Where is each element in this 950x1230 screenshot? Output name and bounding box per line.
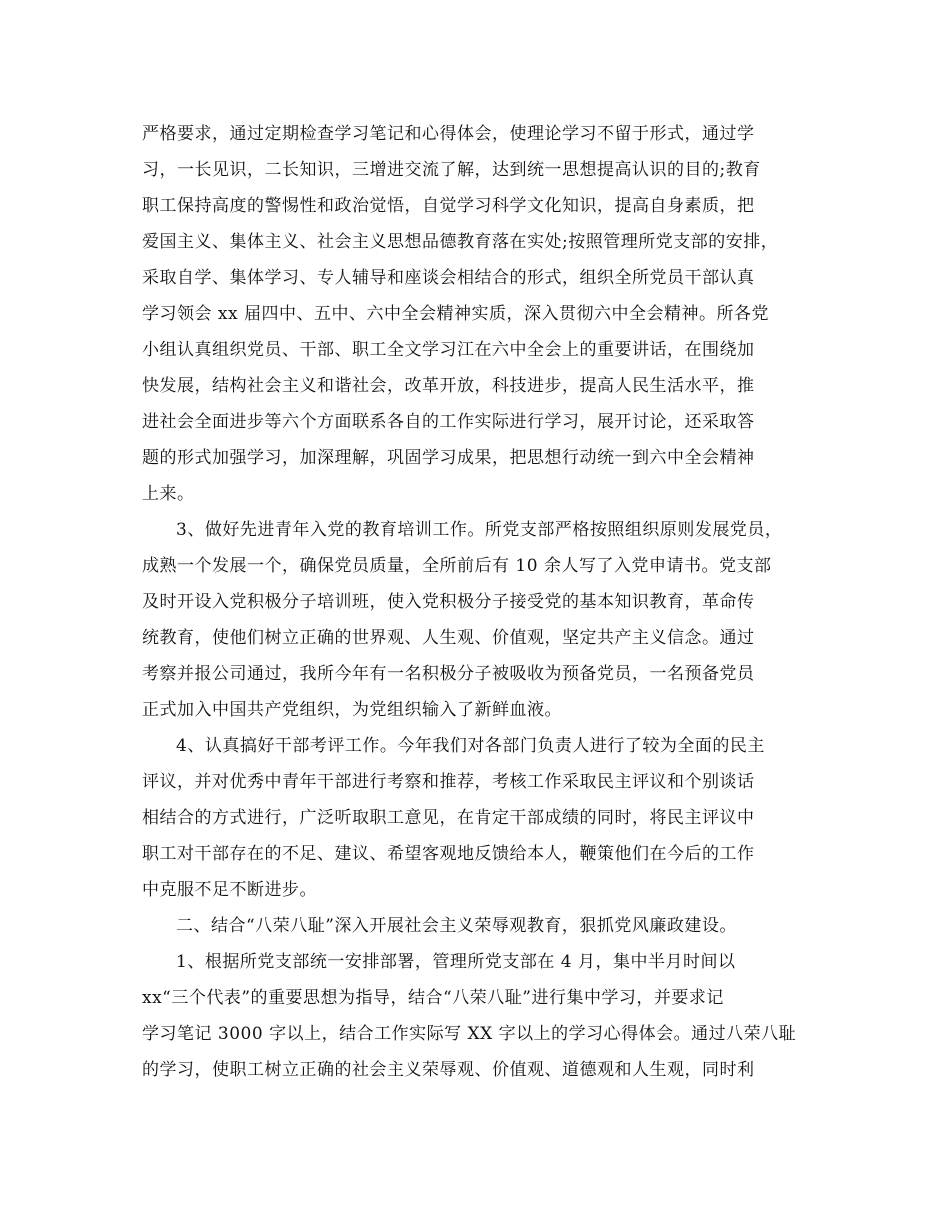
text-line: 职工保持高度的警惕性和政治觉悟，自觉学习科学文化知识，提高自身素质，把 <box>142 196 755 216</box>
text-line: 考察并报公司通过，我所今年有一名积极分子被吸收为预备党员，一名预备党员 <box>142 664 755 684</box>
text-line: 成熟一个发展一个，确保党员质量，全所前后有 10 余人写了入党申请书。党支部 <box>142 556 772 576</box>
text-line: 学习笔记 3000 字以上，结合工作实际写 XX 字以上的学习心得体会。通过八荣八耻 <box>142 1024 797 1044</box>
text-line: 爱国主义、集体主义、社会主义思想品德教育落在实处;按照管理所党支部的安排， <box>142 232 779 252</box>
text-line: 及时开设入党积极分子培训班，使入党积极分子接受党的基本知识教育，革命传 <box>142 592 755 612</box>
text-line: xx“三个代表”的重要思想为指导，结合“八荣八耻”进行集中学习，并要求记 <box>142 988 724 1008</box>
section-heading-line: 二、结合“八荣八耻”深入开展社会主义荣辱观教育，狠抓党风廉政建设。 <box>176 916 737 936</box>
text-line: 正式加入中国共产党组织，为党组织输入了新鲜血液。 <box>142 700 562 720</box>
text-line: 学习领会 xx 届四中、五中、六中全会精神实质，深入贯彻六中全会精神。所各党 <box>142 304 769 324</box>
text-line: 题的形式加强学习，加深理解，巩固学习成果，把思想行动统一到六中全会精神 <box>142 448 755 468</box>
text-line: 统教育，使他们树立正确的世界观、人生观、价值观，坚定共产主义信念。通过 <box>142 628 755 648</box>
paragraph-start-line: 3、做好先进青年入党的教育培训工作。所党支部严格按照组织原则发展党员， <box>176 520 783 540</box>
text-line: 上来。 <box>142 484 195 504</box>
text-line: 相结合的方式进行，广泛听取职工意见，在肯定干部成绩的同时，将民主评议中 <box>142 808 755 828</box>
text-line: 中克服不足不断进步。 <box>142 880 317 900</box>
text-line: 采取自学、集体学习、专人辅导和座谈会相结合的形式，组织全所党员干部认真 <box>142 268 755 288</box>
text-line: 的学习，使职工树立正确的社会主义荣辱观、价值观、道德观和人生观，同时利 <box>142 1060 755 1080</box>
text-line: 严格要求，通过定期检查学习笔记和心得体会，使理论学习不留于形式，通过学 <box>142 124 755 144</box>
text-line: 评议，并对优秀中青年干部进行考察和推荐，考核工作采取民主评议和个别谈话 <box>142 772 755 792</box>
text-line: 习，一长见识，二长知识，三增进交流了解，达到统一思想提高认识的目的;教育 <box>142 160 761 180</box>
text-line: 进社会全面进步等六个方面联系各自的工作实际进行学习，展开讨论，还采取答 <box>142 412 755 432</box>
paragraph-start-line: 4、认真搞好干部考评工作。今年我们对各部门负责人进行了较为全面的民主 <box>176 736 765 756</box>
text-line: 职工对干部存在的不足、建议、希望客观地反馈给本人，鞭策他们在今后的工作 <box>142 844 755 864</box>
paragraph-start-line: 1、根据所党支部统一安排部署，管理所党支部在 4 月，集中半月时间以 <box>176 952 736 972</box>
text-line: 小组认真组织党员、干部、职工全文学习江在六中全会上的重要讲话，在围绕加 <box>142 340 755 360</box>
text-line: 快发展，结构社会主义和谐社会，改革开放，科技进步，提高人民生活水平，推 <box>142 376 755 396</box>
